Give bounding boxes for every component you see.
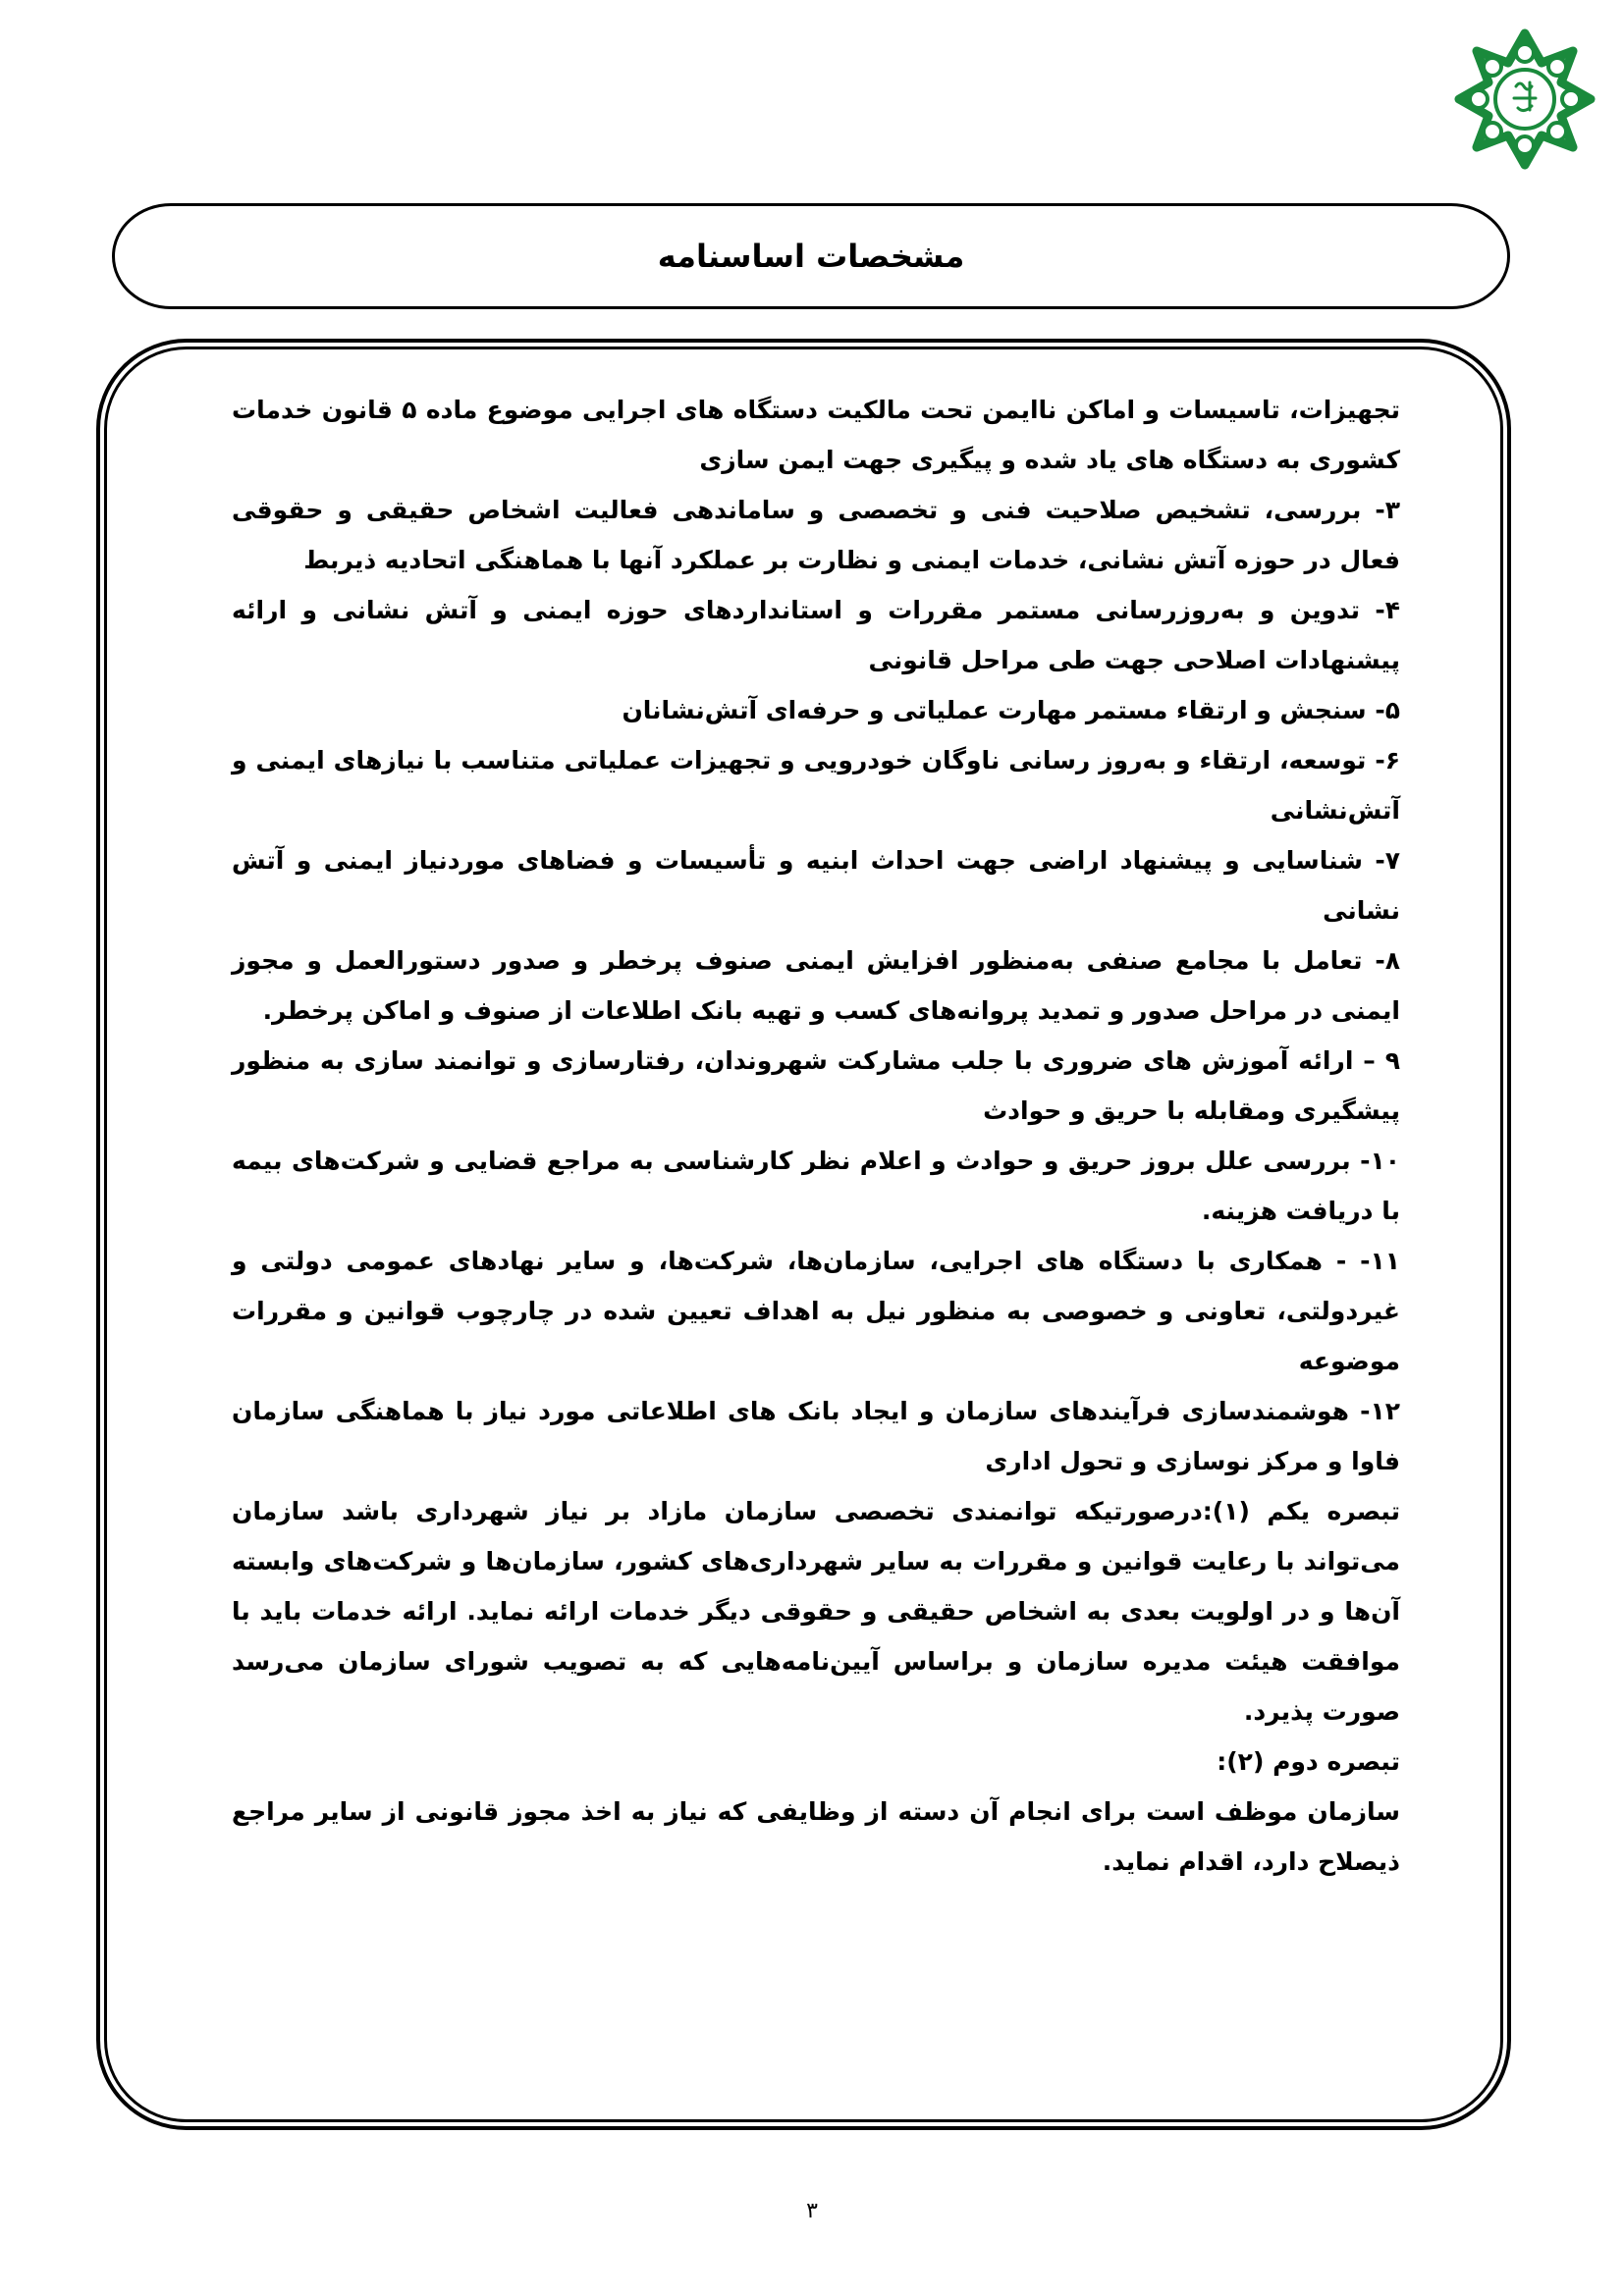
article-3: ۳- بررسی، تشخیص صلاحیت فنی و تخصصی و ساماندهی فعالیت اشخاص حقیقی و حقوقی فعال در حوزه آتش نشانی، خدمات ایمنی و نظارت بر عملکرد آنها با هماهنگی اتحادیه ذیربط — [232, 496, 1400, 574]
article-6: ۶- توسعه، ارتقاء و به‌روز رسانی ناوگان خودرویی و تجهیزات عملیاتی متناسب با نیازهای ایمنی و آتش‌نشانی — [232, 746, 1400, 825]
paragraph-intro: تجهیزات، تاسیسات و اماکن ناایمن تحت مالکیت دستگاه های اجرایی موضوع ماده ۵ قانون خدمات کشوری به دستگاه های یاد شده و پیگیری جهت ایمن سازی — [232, 396, 1400, 474]
article-8: ۸- تعامل با مجامع صنفی به‌منظور افزایش ایمنی صنوف پرخطر و صدور دستورالعمل و مجوز ایمنی در مراحل صدور و تمدید پروانه‌های کسب و تهیه بانک اطلاعات از صنوف و اماکن پرخطر. — [232, 946, 1400, 1025]
page-number: ۳ — [806, 2199, 818, 2223]
note-2-heading: تبصره دوم (۲): — [1217, 1747, 1400, 1776]
title-banner — [112, 203, 1510, 309]
article-5: ۵- سنجش و ارتقاء مستمر مهارت عملیاتی و حرفه‌ای آتش‌نشانان — [622, 696, 1400, 724]
article-11: ۱۱- - همکاری با دستگاه های اجرایی، سازمان‌ها، شرکت‌ها، و سایر نهادهای عمومی دولتی و غیردولتی، تعاونی و خصوصی به منظور نیل به اهداف تعیین شده در چارچوب قوانین و مقررات موضوعه — [232, 1247, 1400, 1375]
statute-body — [232, 385, 1400, 1887]
article-10: ۱۰- بررسی علل بروز حریق و حوادث و اعلام نظر کارشناسی به مراجع قضایی و شرکت‌های بیمه با دریافت هزینه. — [232, 1147, 1400, 1225]
article-4: ۴- تدوین و به‌روزرسانی مستمر مقررات و استانداردهای حوزه ایمنی و آتش نشانی و ارائه پیشنهادات اصلاحی جهت طی مراحل قانونی — [232, 596, 1400, 674]
note-2-body: سازمان موظف است برای انجام آن دسته از وظایفی که نیاز به اخذ مجوز قانونی از سایر مراجع ذیصلاح دارد، اقدام نماید. — [232, 1797, 1400, 1876]
tehran-city-council-logo — [1451, 26, 1598, 173]
article-12: ۱۲- هوشمندسازی فرآیندهای سازمان و ایجاد بانک های اطلاعاتی مورد نیاز با هماهنگی سازمان فاوا و مرکز نوسازی و تحول اداری — [232, 1397, 1400, 1475]
page-title: مشخصات اساسنامه — [657, 238, 965, 275]
article-7: ۷- شناسایی و پیشنهاد اراضی جهت احداث ابنیه و تأسیسات و فضاهای موردنیاز ایمنی و آتش نشانی — [232, 846, 1400, 925]
note-1: تبصره یکم (۱):درصورتیکه توانمندی تخصصی سازمان مازاد بر نیاز شهرداری باشد سازمان می‌تواند با رعایت قوانین و مقررات به سایر شهرداری‌های کشور، سازمان‌ها و شرکت‌های وابسته آن‌ها و در اولویت بعدی به اشخاص حقیقی و حقوقی دیگر خدمات ارائه نماید. ارائه خدمات باید با موافقت هیئت مدیره سازمان و براساس آیین‌نامه‌هایی که به تصویب شورای سازمان می‌رسد صورت پذیرد. — [232, 1497, 1400, 1726]
star-emblem-icon — [1451, 26, 1598, 173]
article-9: ۹ – ارائه آموزش های ضروری با جلب مشارکت شهروندان، رفتارسازی و توانمند سازی به منظور پیشگیری ومقابله با حریق و حوادث — [232, 1046, 1400, 1125]
